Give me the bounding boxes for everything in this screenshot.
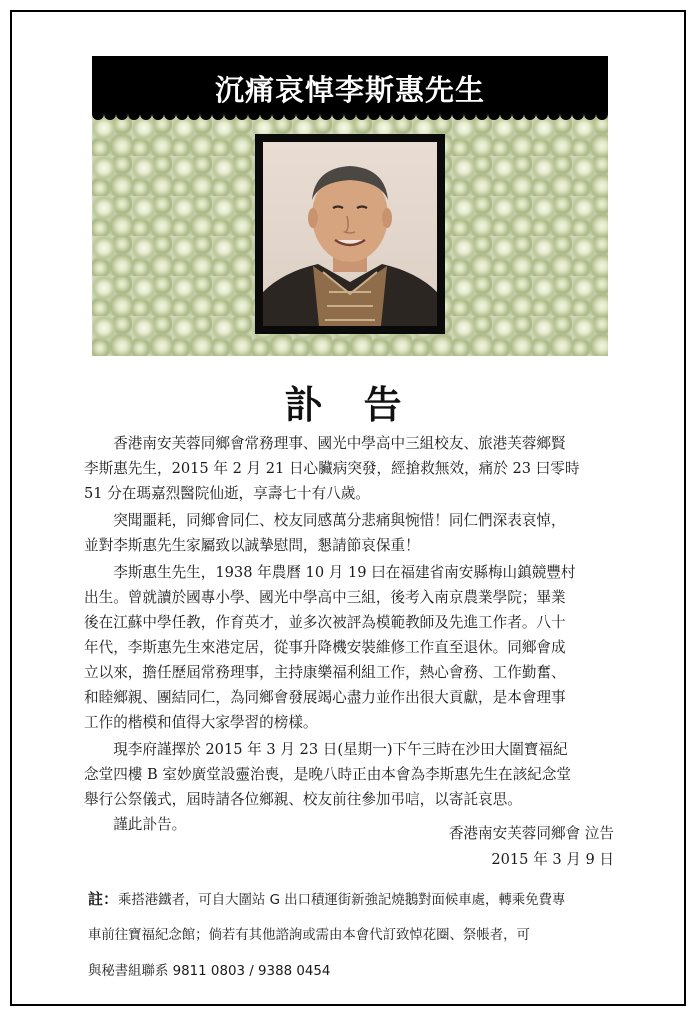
body-line: 和睦鄉親、團結同仁，為同鄉會發展竭心盡力並作出很大貢獻，是本會理事 [84,689,566,706]
signature-date: 2015 年 3 月 9 日 [491,851,614,868]
body-line: 並對李斯惠先生家屬致以誠摯慰問，懇請節哀保重！ [84,537,420,554]
memorial-banner [92,56,608,356]
body-line: 後在江蘇中學任教，作育英才，並多次被評為模範教師及先進工作者。八十 [84,614,566,631]
banner-title: 沉痛哀悼李斯惠先生 [214,73,485,107]
body-line: 舉行公祭儀式，屆時請各位鄉親、校友前往參加弔唁，以寄託哀思。 [84,791,522,808]
note-text: 乘搭港鐵者，可自大圍站 G 出口積運街新強記燒鵝對面候車處，轉乘免費專 [118,893,566,908]
body-line: 立以來，擔任歷屆常務理事，主持康樂福利組工作，熱心會務、工作勤奮、 [84,664,566,681]
note-line: 車前往寶福紀念館；倘若有其他諮詢或需由本會代訂致悼花圈、祭帳者，可 [88,928,530,943]
body-line: 51 分在瑪嘉烈醫院仙逝，享壽七十有八歲。 [84,485,370,502]
note-line: 與秘書組聯系 9811 0803 / 9388 0454 [88,964,331,979]
body-line: 工作的楷模和值得大家學習的榜樣。 [84,714,318,731]
portrait-frame [255,134,445,334]
body-line: 年代，李斯惠先生來港定居，從事升降機安裝維修工作直至退休。同鄉會成 [84,639,566,656]
body-line: 出生。曾就讀於國專小學、國光中學高中三組，後考入南京農業學院；畢業 [84,589,566,606]
body-line: 香港南安芙蓉同鄉會常務理事、國光中學高中三組校友、旅港芙蓉鄉賢 [84,435,566,452]
body-line: 突聞噩耗，同鄉會同仁、校友同感萬分悲痛與惋惜！同仁們深表哀悼， [84,512,566,529]
title-bar [92,56,608,114]
body-line: 謹此訃告。 [84,816,187,833]
body-line: 李斯惠先生，2015 年 2 月 21 日心臟病突發，經搶救無效，痛於 23 曰零時 [84,460,580,477]
portrait-photo [263,142,437,326]
body-line: 念堂四樓 B 室妙廣堂設靈治喪，是晚八時正由本會為李斯惠先生在該紀念堂 [84,766,572,783]
signature-org: 香港南安芙蓉同鄉會 泣告 [448,825,614,842]
body-line: 現李府謹擇於 2015 年 3 月 23 日(星期一)下午三時在沙田大圍寶福紀 [84,741,568,758]
note-line [88,888,565,909]
obituary-heading: 訃 告 [284,382,416,427]
body-line: 李斯惠生先生，1938 年農曆 10 月 19 曰在福建省南安縣梅山鎮競豐村 [84,564,576,581]
scalloped-border [92,108,608,126]
note-label: 註： [88,890,119,908]
